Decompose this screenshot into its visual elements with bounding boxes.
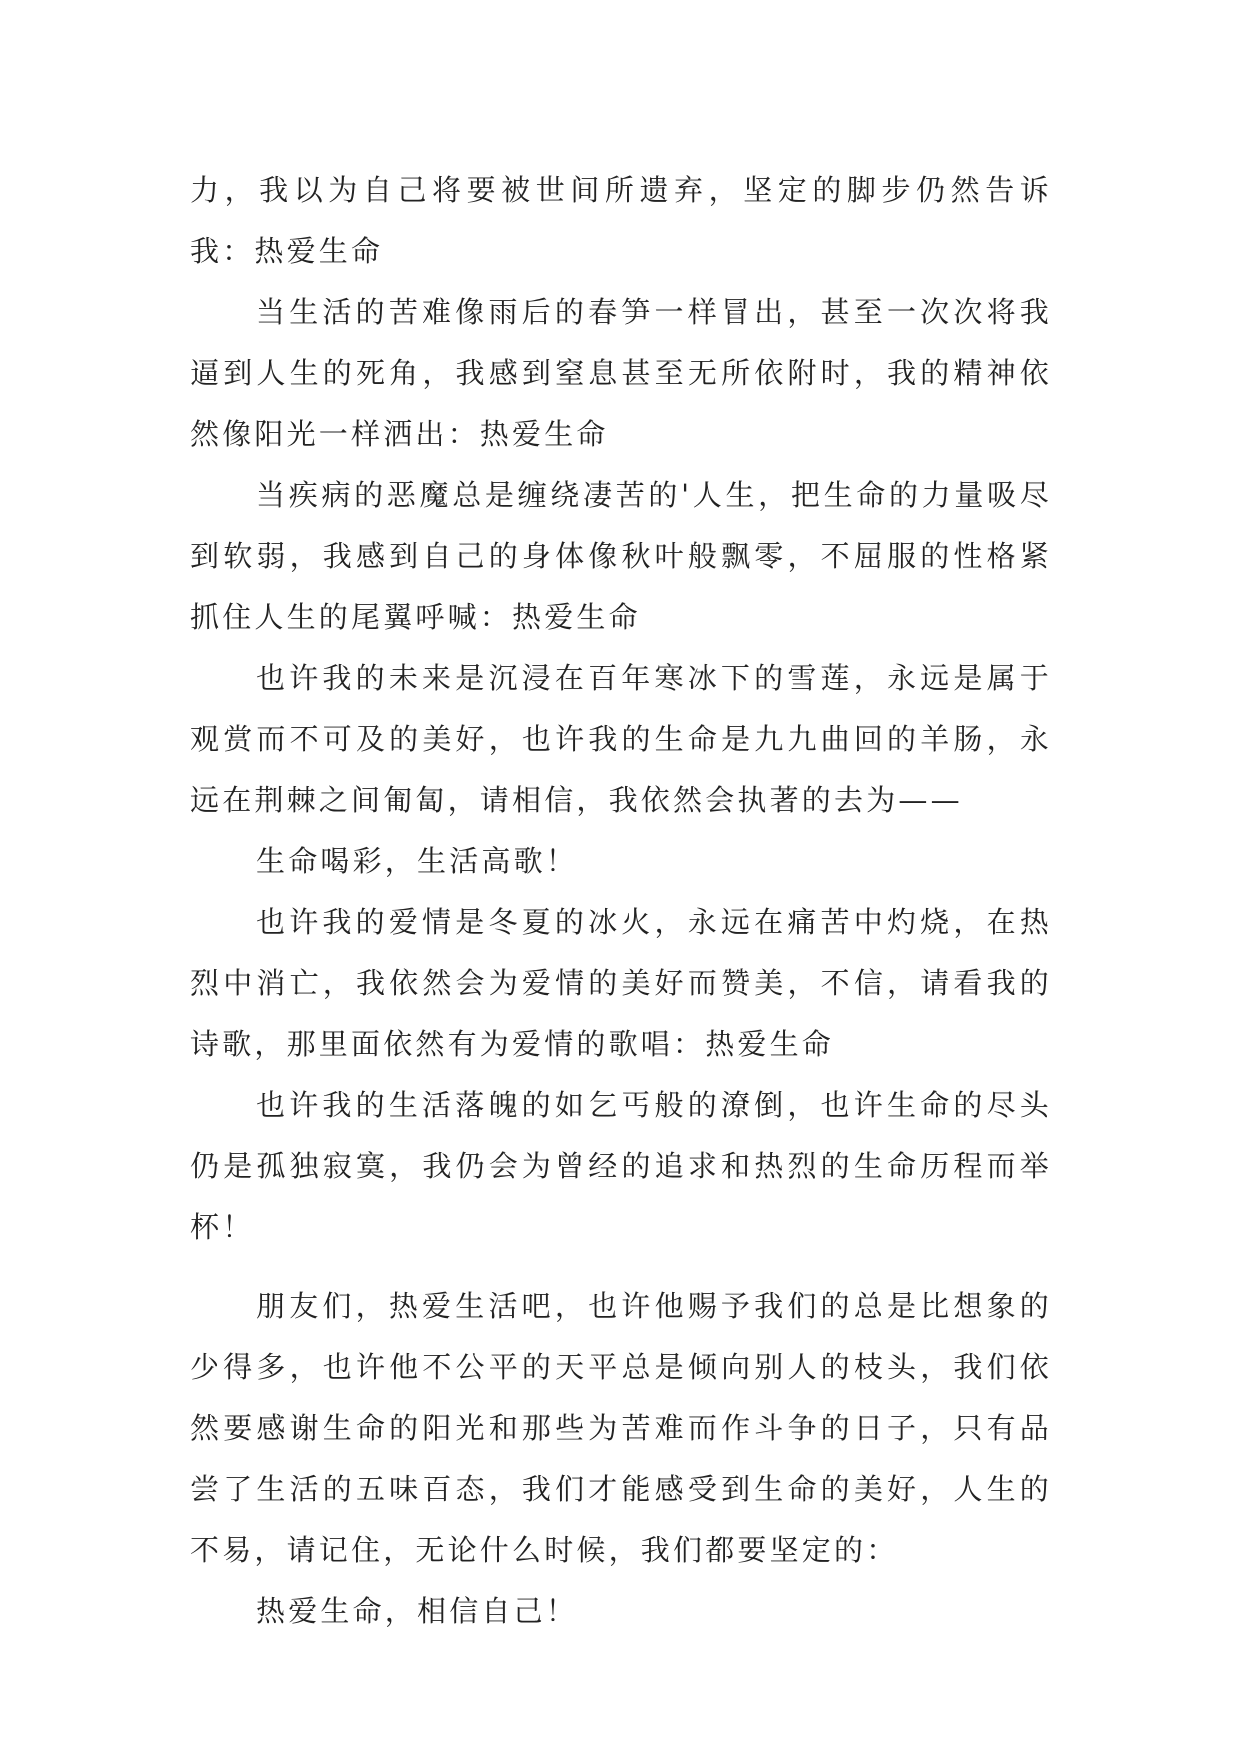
document-body (190, 160, 1052, 1642)
paragraph-8: 朋友们，热爱生活吧，也许他赐予我们的总是比想象的少得多，也许他不公平的天平总是倾向别人的枝头，我们依然要感谢生命的阳光和那些为苦难而作斗争的日子，只有品尝了生活的五味百态，我们才能感受到生命的美好，人生的不易，请记住，无论什么时候，我们都要坚定的： (190, 1289, 1052, 1567)
paragraph-gap (190, 1258, 1052, 1276)
paragraph-3: 当疾病的恶魔总是缠绕凄苦的'人生，把生命的力量吸尽到软弱，我感到自己的身体像秋叶般飘零，不屈服的性格紧抓住人生的尾翼呼喊：热爱生命 (190, 478, 1052, 634)
paragraph-5: 生命喝彩，生活高歌！ (256, 844, 579, 878)
paragraph-9: 热爱生命，相信自己！ (256, 1594, 579, 1628)
paragraph-2: 当生活的苦难像雨后的春笋一样冒出，甚至一次次将我逼到人生的死角，我感到窒息甚至无所依附时，我的精神依然像阳光一样洒出：热爱生命 (190, 295, 1052, 451)
paragraph-6: 也许我的爱情是冬夏的冰火，永远在痛苦中灼烧，在热烈中消亡，我依然会为爱情的美好而赞美，不信，请看我的诗歌，那里面依然有为爱情的歌唱：热爱生命 (190, 905, 1052, 1061)
paragraph-7: 也许我的生活落魄的如乞丐般的潦倒，也许生命的尽头仍是孤独寂寞，我仍会为曾经的追求和热烈的生命历程而举杯！ (190, 1088, 1052, 1244)
paragraph-1: 力，我以为自己将要被世间所遗弃，坚定的脚步仍然告诉我：热爱生命 (190, 173, 1052, 268)
paragraph-4: 也许我的未来是沉浸在百年寒冰下的雪莲，永远是属于观赏而不可及的美好，也许我的生命是九九曲回的羊肠，永远在荆棘之间匍匐，请相信，我依然会执著的去为—— (190, 661, 1052, 817)
